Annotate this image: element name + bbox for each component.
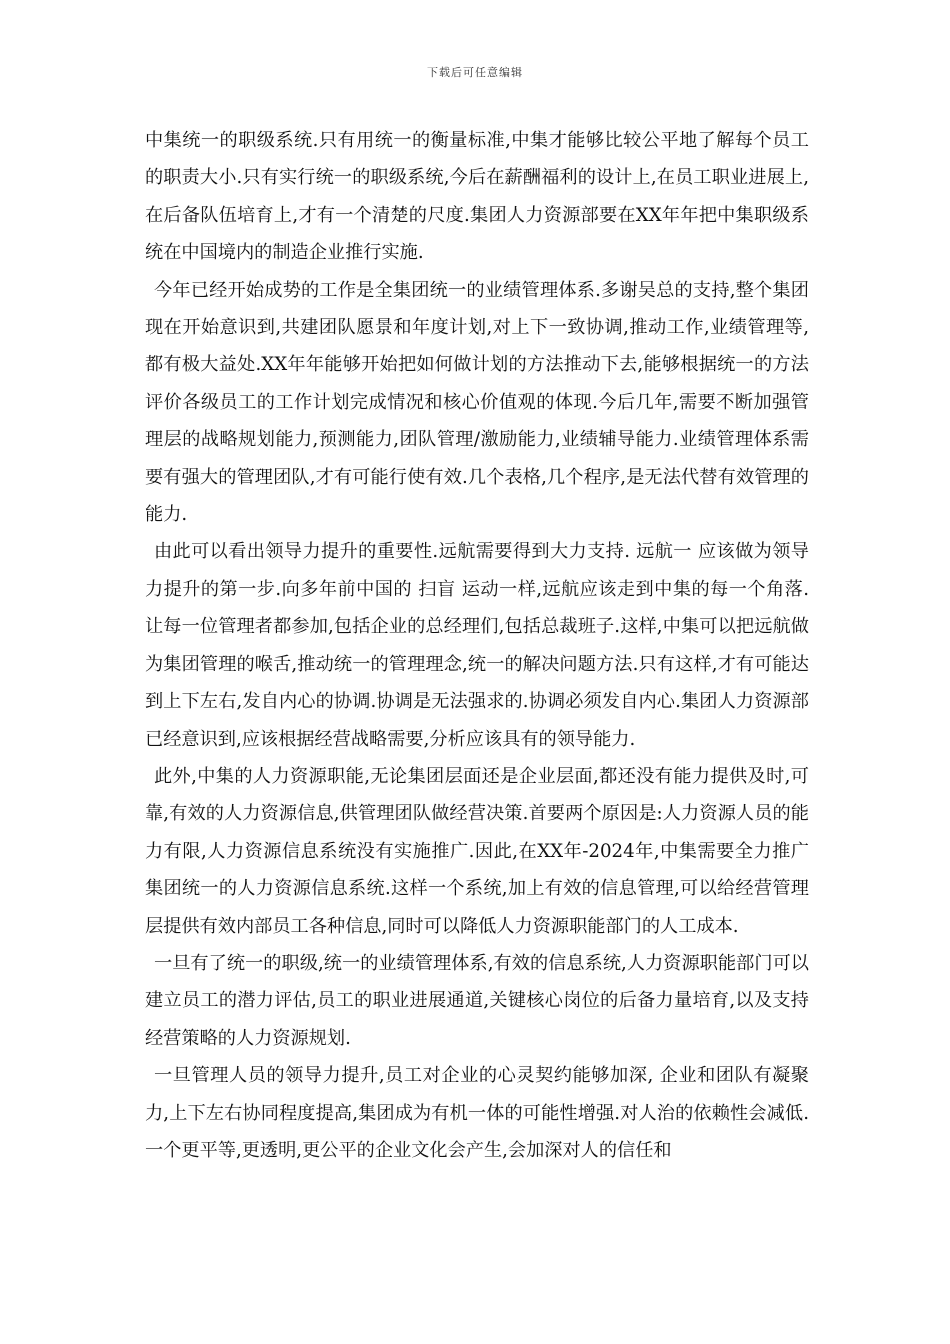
paragraph-4: 此外,中集的人力资源职能,无论集团层面还是企业层面,都还没有能力提供及时,可靠,有效的人力资源信息,供管理团队做经营决策.首要两个原因是:人力资源人员的能力有限,人力资源信息系统没有实施推广.因此,在XX年-2024年,中集需要全力推广集团统一的人力资源信息系统.这样一个系统,加上有效的信息管理,可以给经营管理层提供有效内部员工各种信息,同时可以降低人力资源职能部门的人工成本. (145, 765, 809, 937)
page-header-note: 下载后可任意编辑 (427, 66, 523, 79)
paragraph-3: 由此可以看出领导力提升的重要性.远航需要得到大力支持. 远航一 应该做为领导力提升的第一步.向多年前中国的 扫盲 运动一样,远航应该走到中集的每一个角落.让每一位管理者都参加,包括企业的总经理们,包括总裁班子.这样,中集可以把远航做为集团管理的喉舌,推动统一的管理理念,统一的解决问题方法.只有这样,才有可能达到上下左右,发自内心的协调.协调是无法强求的.协调必须发自内心.集团人力资源部已经意识到,应该根据经营战略需要,分析应该具有的领导能力. (145, 541, 809, 750)
paragraph-2: 今年已经开始成势的工作是全集团统一的业绩管理体系.多谢吴总的支持,整个集团现在开始意识到,共建团队愿景和年度计划,对上下一致协调,推动工作,业绩管理等,都有极大益处.XX年年能够开始把如何做计划的方法推动下去,能够根据统一的方法评价各级员工的工作计划完成情况和核心价值观的体现.今后几年,需要不断加强管理层的战略规划能力,预测能力,团队管理/激励能力,业绩辅导能力.业绩管理体系需要有强大的管理团队,才有可能行使有效.几个表格,几个程序,是无法代替有效管理的能力. (145, 279, 809, 526)
document-body (145, 122, 809, 1169)
paragraph-1: 中集统一的职级系统.只有用统一的衡量标准,中集才能够比较公平地了解每个员工的职责大小.只有实行统一的职级系统,今后在薪酬福利的设计上,在员工职业进展上,在后备队伍培育上,才有一个清楚的尺度.集团人力资源部要在XX年年把中集职级系统在中国境内的制造企业推行实施. (145, 130, 809, 264)
paragraph-6: 一旦管理人员的领导力提升,员工对企业的心灵契约能够加深, 企业和团队有凝聚力,上下左右协同程度提高,集团成为有机一体的可能性增强.对人治的依赖性会减低.一个更平等,更透明,更公平的企业文化会产生,会加深对人的信任和 (145, 1065, 809, 1161)
paragraph-5: 一旦有了统一的职级,统一的业绩管理体系,有效的信息系统,人力资源职能部门可以建立员工的潜力评估,员工的职业进展通道,关键核心岗位的后备力量培育,以及支持经营策略的人力资源规划. (145, 952, 809, 1049)
